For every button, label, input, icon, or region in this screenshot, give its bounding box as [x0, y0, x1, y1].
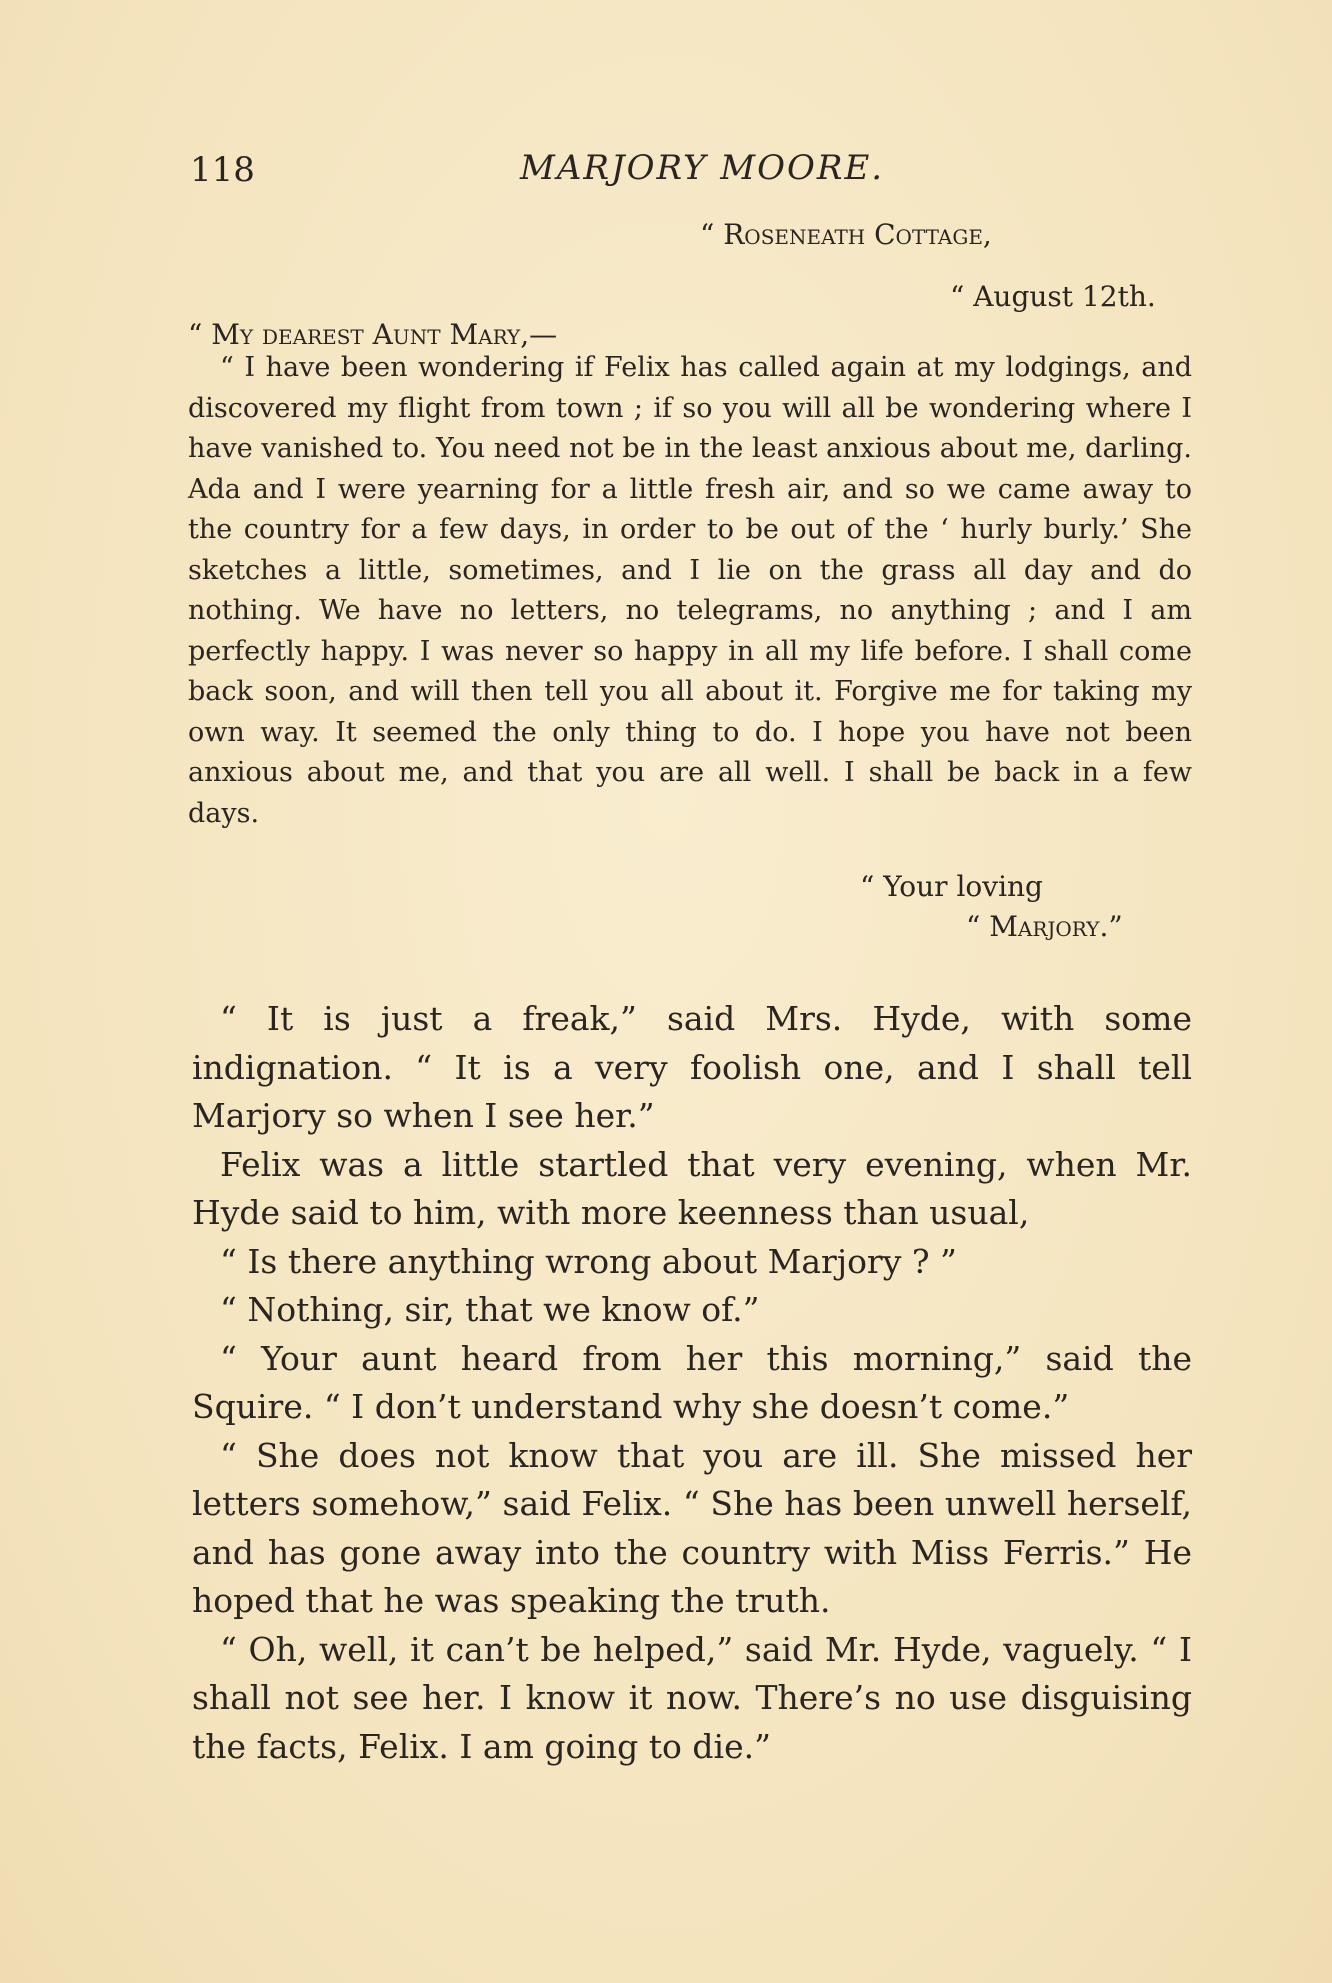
letter-body: “ I have been wondering if Felix has called again at my lodgings, and discovered my flight from town ; if so you will all be wondering where I have vanished to. You need not be in the least anxious about me, darling. Ada and I were yearning for a little fresh air, and so we came away to the country for a few days, in order to be out of the ‘ hurly burly.’ She sketches a little, sometimes, and I lie on the grass all day and do nothing. We have no letters, no telegrams, no anything ; and I am perfectly happy. I was never so happy in all my life before. I shall come back soon, and will then tell you all about it. Forgive me for taking my own way. It seemed the only thing to do. I hope you have not been anxious about me, and that you are all well. I shall be back in a few days.	[188, 352, 1192, 829]
paragraph: “ It is just a freak,” said Mrs. Hyde, with some indignation. “ It is a very foolish one, and I shall tell Marjory so when I see her.”	[192, 999, 1192, 1135]
letter-address-line1: “ Roseneath Cottage,	[700, 218, 992, 251]
paragraph: “ She does not know that you are ill. She missed her letters somehow,” said Felix. “ She has been unwell herself, and has gone away into the country with Miss Ferris.” He hoped that he was speaking the truth.	[192, 1435, 1192, 1620]
running-title: MARJORY MOORE.	[520, 148, 885, 188]
page-number: 118	[190, 150, 255, 190]
paragraph: “ Is there anything wrong about Marjory ? ”	[220, 1241, 957, 1281]
paragraph: Felix was a little startled that very evening, when Mr. Hyde said to him, with more keenness than usual,	[192, 1144, 1192, 1232]
paragraph: “ Your aunt heard from her this morning,” said the Squire. “ I don’t understand why she doesn’t come.”	[192, 1338, 1192, 1426]
paragraph: “ Nothing, sir, that we know of.”	[220, 1290, 760, 1329]
paragraph: “ Oh, well, it can’t be helped,” said Mr. Hyde, vaguely. “ I shall not see her. I know it now. There’s no use disguising the facts, Felix. I am going to die.”	[192, 1629, 1192, 1766]
letter-signature: “ Marjory.”	[966, 910, 1123, 943]
letter-closing: “ Your loving	[860, 870, 1043, 903]
narrative-text	[192, 995, 1192, 1771]
letter-salutation: “ My dearest Aunt Mary,—	[188, 318, 558, 351]
letter-date: “ August 12th.	[950, 280, 1156, 313]
